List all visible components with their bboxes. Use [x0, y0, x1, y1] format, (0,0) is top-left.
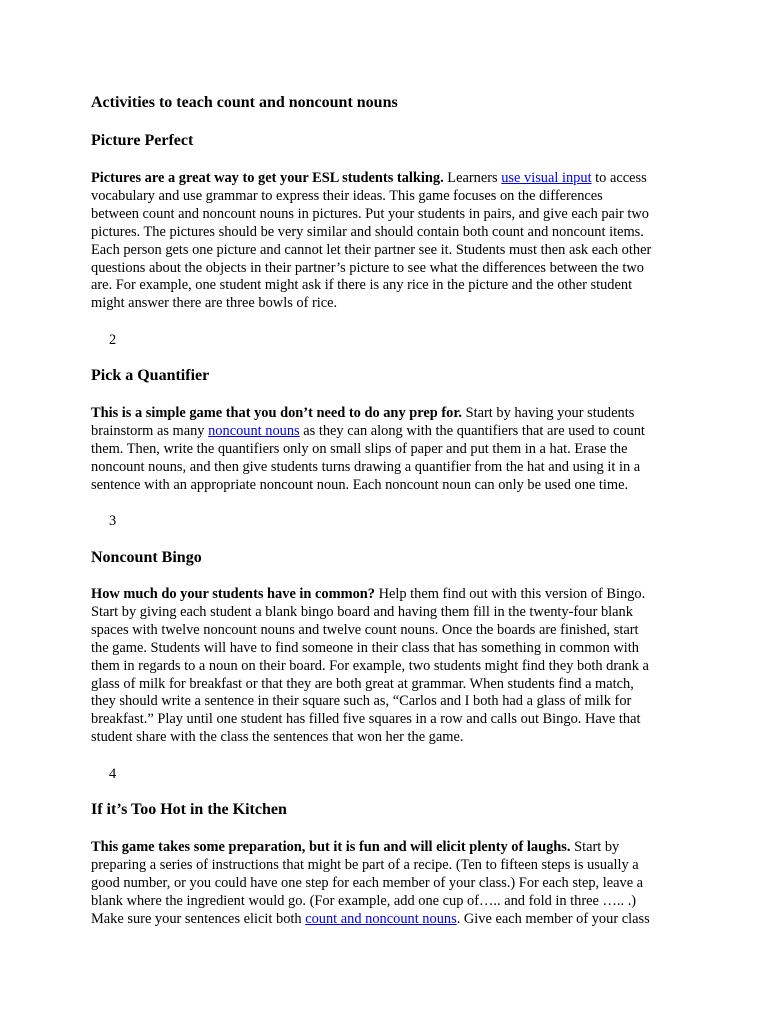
paragraph-line: between count and noncount nouns in pictures. Put your students in pairs, and give each pair two	[91, 205, 649, 222]
paragraph-line: spaces with twelve noncount nouns and twelve count nouns. Once the boards are finished, start	[91, 621, 639, 638]
link-noncount-nouns[interactable]: noncount nouns	[208, 422, 300, 439]
text-segment: Start by	[570, 839, 620, 855]
paragraph-line	[91, 839, 681, 857]
lead-sentence: This is a simple game that you don’t need to do any prep for.	[91, 405, 463, 421]
paragraph-line: them in regards to a noun on their board. For example, two students might find they both drank a	[91, 657, 649, 674]
list-number: 2	[109, 332, 117, 348]
list-number: 3	[109, 513, 117, 529]
text-segment: as they can along with the quantifiers that are used to count	[299, 422, 645, 439]
lead-sentence: Pictures are a great way to get your ESL students talking.	[91, 170, 444, 186]
paragraph-line: breakfast.” Play until one student has filled five squares in a row and calls out Bingo. Have that	[91, 711, 641, 728]
paragraph-line	[91, 405, 681, 423]
paragraph-line	[91, 911, 681, 929]
text-segment: Learners	[443, 170, 502, 186]
paragraph-line: the game. Students will have to find someone in their class that has something in common with	[91, 639, 639, 656]
paragraph-too-hot-in-the-kitchen	[91, 839, 681, 929]
paragraph-line: noncount nouns, and then give students turns drawing a quantifier from the hat and using it in a	[91, 458, 641, 475]
paragraph-line: Each person gets one picture and cannot let their partner see it. Students must then ask each other	[91, 241, 652, 258]
section-heading-pick-a-quantifier: Pick a Quantifier	[91, 367, 210, 384]
paragraph-line	[91, 423, 681, 441]
text-segment: Help them find out with this version of Bingo.	[374, 586, 646, 602]
paragraph-line	[91, 586, 681, 604]
text-segment: Make sure your sentences elicit both	[91, 910, 306, 927]
paragraph-line: preparing a series of instructions that might be part of a recipe. (Ten to fifteen steps is usually a	[91, 856, 639, 873]
paragraph-pick-a-quantifier	[91, 405, 681, 495]
section-heading-noncount-bingo: Noncount Bingo	[91, 549, 202, 566]
lead-sentence: How much do your students have in common?	[91, 586, 375, 602]
paragraph-line: Start by giving each student a blank bingo board and having them fill in the twenty-four blank	[91, 603, 633, 620]
paragraph-picture-perfect	[91, 170, 681, 313]
document-title: Activities to teach count and noncount nouns	[91, 94, 398, 111]
paragraph-line: student share with the class the sentences that won her the game.	[91, 729, 464, 746]
paragraph-line: questions about the objects in their partner’s picture to see what the differences between the two	[91, 259, 644, 276]
paragraph-line: blank where the ingredient would go. (For example, add one cup of….. and fold in three ….. .)	[91, 892, 637, 909]
paragraph-noncount-bingo	[91, 586, 681, 747]
section-heading-picture-perfect: Picture Perfect	[91, 132, 194, 149]
paragraph-line	[91, 170, 681, 188]
text-segment: Start by having your students	[462, 405, 635, 421]
paragraph-line: good number, or you could have one step for each member of your class.) For each step, leave a	[91, 874, 644, 891]
list-number: 4	[109, 766, 117, 782]
paragraph-line: pictures. The pictures should be very similar and should contain both count and noncount items.	[91, 223, 644, 240]
paragraph-line: are. For example, one student might ask if there is any rice in the picture and the other student	[91, 277, 633, 294]
paragraph-line: vocabulary and use grammar to express their ideas. This game focuses on the differences	[91, 187, 603, 204]
lead-sentence: This game takes some preparation, but it is fun and will elicit plenty of laughs.	[91, 839, 571, 855]
paragraph-line: glass of milk for breakfast or that they are both great at grammar. When students find a match,	[91, 675, 634, 692]
section-heading-too-hot-in-the-kitchen: If it’s Too Hot in the Kitchen	[91, 801, 287, 818]
text-segment: to access	[591, 170, 647, 186]
link-use-visual-input[interactable]: use visual input	[501, 170, 592, 186]
paragraph-line: might answer there are three bowls of rice.	[91, 295, 338, 312]
text-segment: brainstorm as many	[91, 422, 209, 439]
text-segment: . Give each member of your class	[456, 910, 650, 927]
paragraph-line: them. Then, write the quantifiers only on small slips of paper and put them in a hat. Erase the	[91, 440, 628, 457]
paragraph-line: they should write a sentence in their square such as, “Carlos and I both had a glass of milk for	[91, 693, 632, 710]
paragraph-line: sentence with an appropriate noncount noun. Each noncount noun can only be used one time.	[91, 476, 629, 493]
link-count-and-noncount-nouns[interactable]: count and noncount nouns	[305, 910, 457, 927]
